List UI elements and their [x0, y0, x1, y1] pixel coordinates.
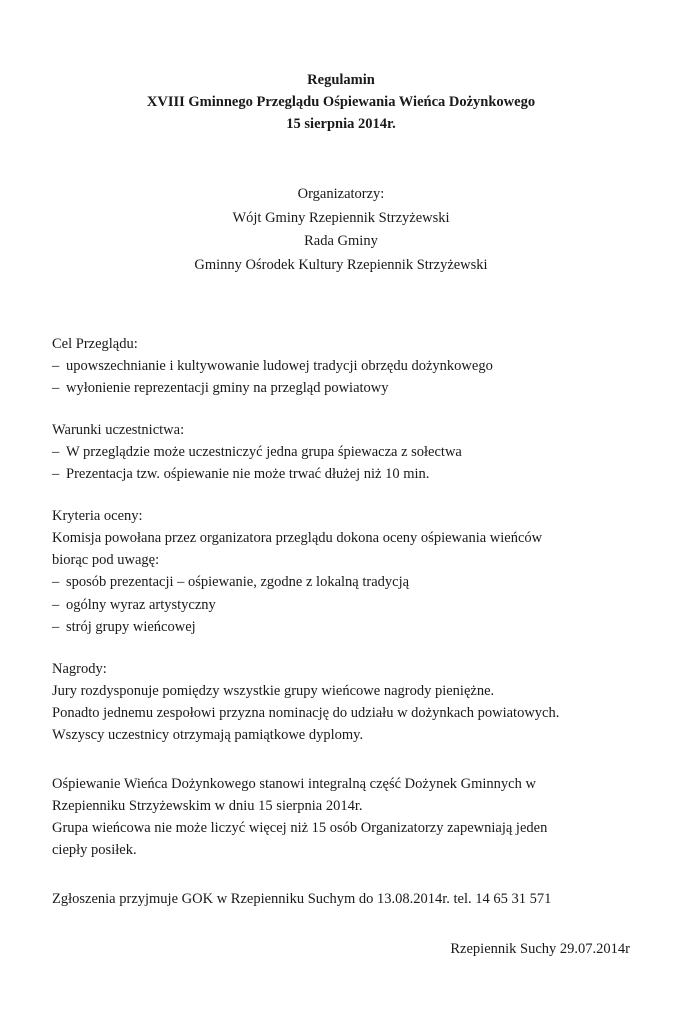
- closing-paragraphs: [52, 773, 630, 861]
- paragraph: Wszyscy uczestnicy otrzymają pamiątkowe dyplomy.: [52, 726, 364, 743]
- list-item-text: Prezentacja tzw. ośpiewanie nie może trwać dłużej niż 10 min.: [66, 466, 430, 483]
- signature-line: Rzepiennik Suchy 29.07.2014r: [450, 941, 630, 957]
- section-kryteria-oceny: [52, 505, 630, 637]
- organizers-block: [52, 183, 630, 277]
- bullet-dash: –: [52, 596, 60, 613]
- list-item: [52, 463, 630, 485]
- list-item: [52, 441, 630, 463]
- section-intro-line-2: biorąc pod uwagę:: [52, 552, 160, 569]
- paragraph: Ponadto jednemu zespołowi przyzna nominację do udziału w dożynkach powiatowych.: [52, 704, 560, 721]
- organizers-heading: Organizatorzy:: [297, 186, 385, 203]
- paragraph: Rzepienniku Strzyżewskim w dniu 15 sierpnia 2014r.: [52, 797, 363, 814]
- paragraph: Ośpiewanie Wieńca Dożynkowego stanowi integralną część Dożynek Gminnych w: [52, 775, 536, 792]
- bullet-dash: –: [52, 380, 60, 397]
- organizer-1: Wójt Gminy Rzepiennik Strzyżewski: [232, 209, 450, 226]
- bullet-dash: –: [52, 574, 60, 591]
- section-warunki-uczestnictwa: [52, 419, 630, 485]
- paragraph: Grupa wieńcowa nie może liczyć więcej niż 15 osób Organizatorzy zapewniają jeden: [52, 819, 548, 836]
- title-line-2: XVIII Gminnego Przeglądu Ośpiewania Wieńca Dożynkowego: [146, 93, 536, 110]
- list-item-text: strój grupy wieńcowej: [66, 618, 196, 635]
- section-nagrody: [52, 658, 630, 746]
- section-heading: Warunki uczestnictwa:: [52, 422, 185, 439]
- paragraph: ciepły posiłek.: [52, 841, 137, 858]
- bullet-dash: –: [52, 618, 60, 635]
- list-item-text: ogólny wyraz artystyczny: [66, 596, 216, 613]
- section-intro-line-1: Komisja powołana przez organizatora przeglądu dokona oceny ośpiewania wieńców: [52, 530, 543, 547]
- list-item-text: W przeglądzie może uczestniczyć jedna grupa śpiewacza z sołectwa: [66, 444, 462, 461]
- organizer-2: Rada Gminy: [304, 233, 378, 250]
- paragraph: Jury rozdysponuje pomiędzy wszystkie grupy wieńcowe nagrody pieniężne.: [52, 682, 495, 699]
- spacer: [52, 875, 630, 888]
- list-item: [52, 616, 630, 638]
- list-item: [52, 355, 630, 377]
- bullet-dash: –: [52, 444, 60, 461]
- title-line-3: 15 sierpnia 2014r.: [286, 115, 396, 132]
- document-title: [52, 70, 630, 135]
- section-heading: Cel Przeglądu:: [52, 336, 138, 353]
- contact-info: [52, 888, 630, 910]
- list-item: [52, 571, 630, 593]
- organizer-3: Gminny Ośrodek Kultury Rzepiennik Strzyżewski: [194, 256, 488, 273]
- list-item-text: upowszechnianie i kultywowanie ludowej tradycji obrzędu dożynkowego: [66, 358, 493, 375]
- section-heading: Kryteria oceny:: [52, 508, 143, 525]
- list-item-text: sposób prezentacji – ośpiewanie, zgodne z lokalną tradycją: [66, 574, 410, 591]
- contact-line: Zgłoszenia przyjmuje GOK w Rzepienniku Suchym do 13.08.2014r. tel. 14 65 31 571: [52, 890, 552, 907]
- spacer: [52, 760, 630, 773]
- bullet-dash: –: [52, 466, 60, 483]
- title-line-1: Regulamin: [307, 72, 375, 88]
- list-item: [52, 377, 630, 399]
- document-body: [52, 333, 630, 910]
- section-cel-przegladu: [52, 333, 630, 399]
- list-item: [52, 594, 630, 616]
- bullet-dash: –: [52, 358, 60, 375]
- list-item-text: wyłonienie reprezentacji gminy na przegląd powiatowy: [66, 380, 389, 397]
- section-heading: Nagrody:: [52, 660, 107, 677]
